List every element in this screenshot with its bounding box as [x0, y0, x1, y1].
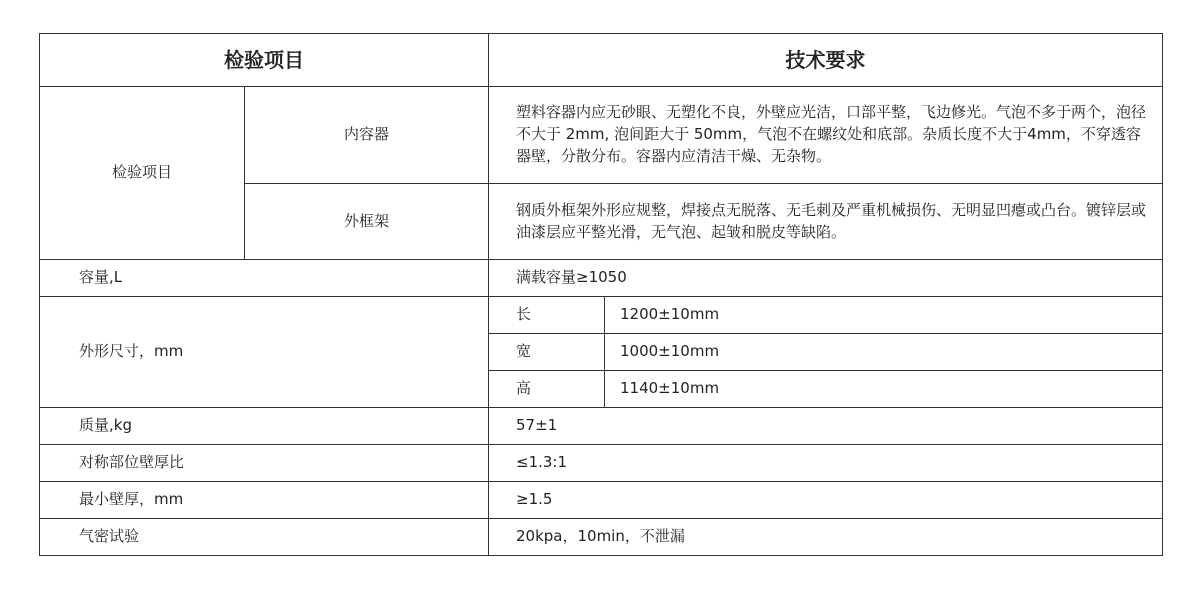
dimension-name: 宽	[489, 334, 605, 371]
table-row	[40, 408, 1163, 445]
table-row	[40, 260, 1163, 297]
dimension-name: 高	[489, 371, 605, 408]
airtight-test-label: 气密试验	[40, 519, 489, 556]
table-row	[40, 87, 1163, 184]
inner-container-text: 塑料容器内应无砂眼、无塑化不良，外壁应光洁，口部平整，飞边修光。气泡不多于两个，泡径不大于 2mm, 泡间距大于 50mm，气泡不在螺纹处和底部。杂质长度不大于4mm，不穿透容器壁，分散分布。容器内应清洁干燥、无杂物。	[489, 87, 1163, 184]
capacity-value: 满载容量≥1050	[489, 260, 1163, 297]
wall-ratio-value: ≤1.3:1	[489, 445, 1163, 482]
airtight-test-value: 20kpa，10min，不泄漏	[489, 519, 1163, 556]
outer-frame-text: 钢质外框架外形应规整，焊接点无脱落、无毛刺及严重机械损伤、无明显凹瘪或凸台。镀锌层或油漆层应平整光滑，无气泡、起皱和脱皮等缺陷。	[489, 184, 1163, 260]
outer-frame-label: 外框架	[245, 184, 489, 260]
capacity-label: 容量,L	[40, 260, 489, 297]
inner-container-label: 内容器	[245, 87, 489, 184]
mass-value: 57±1	[489, 408, 1163, 445]
header-row	[40, 34, 1163, 87]
dimension-value: 1200±10mm	[605, 297, 1163, 334]
min-wall-label: 最小壁厚，mm	[40, 482, 489, 519]
table-row	[40, 297, 1163, 334]
table-row	[40, 482, 1163, 519]
dimension-value: 1000±10mm	[605, 334, 1163, 371]
header-inspection-item: 检验项目	[40, 34, 489, 87]
table-row	[40, 445, 1163, 482]
group-label: 检验项目	[40, 87, 245, 260]
min-wall-value: ≥1.5	[489, 482, 1163, 519]
table-row	[40, 519, 1163, 556]
dimension-name: 长	[489, 297, 605, 334]
mass-label: 质量,kg	[40, 408, 489, 445]
spec-table	[39, 33, 1163, 556]
wall-ratio-label: 对称部位壁厚比	[40, 445, 489, 482]
dimension-value: 1140±10mm	[605, 371, 1163, 408]
header-technical-requirement: 技术要求	[489, 34, 1163, 87]
dimensions-label: 外形尺寸，mm	[40, 297, 489, 408]
